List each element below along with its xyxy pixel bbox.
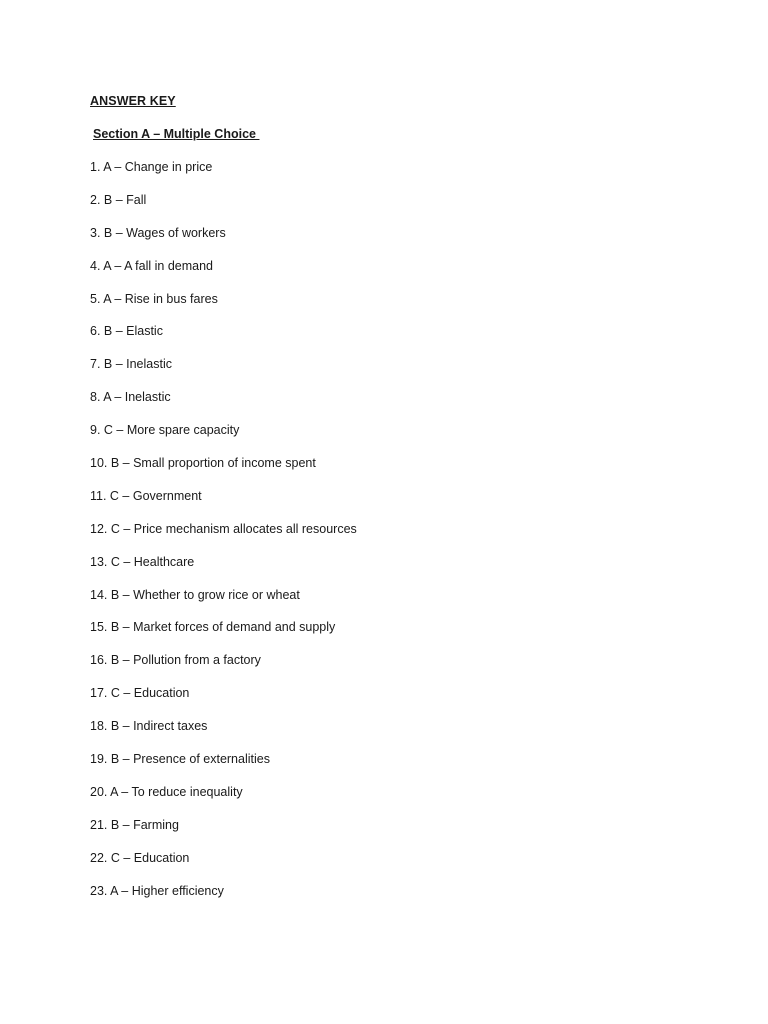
answer-item-10: 10. B – Small proportion of income spent — [90, 456, 316, 471]
document-title: ANSWER KEY — [90, 94, 176, 108]
answer-item-20: 20. A – To reduce inequality — [90, 784, 243, 799]
answer-item-23: 23. A – Higher efficiency — [90, 883, 224, 898]
answer-item-8: 8. A – Inelastic — [90, 390, 171, 405]
answer-item-14: 14. B – Whether to grow rice or wheat — [90, 587, 300, 602]
answer-list — [90, 159, 357, 915]
answer-item-11: 11. C – Government — [90, 488, 202, 503]
answer-item-22: 22. C – Education — [90, 850, 190, 865]
answer-item-15: 15. B – Market forces of demand and supply — [90, 620, 336, 635]
answer-item-12: 12. C – Price mechanism allocates all resources — [90, 521, 357, 536]
answer-item-4: 4. A – A fall in demand — [90, 258, 214, 273]
answer-item-6: 6. B – Elastic — [90, 324, 163, 339]
answer-item-19: 19. B – Presence of externalities — [90, 752, 270, 767]
answer-item-9: 9. C – More spare capacity — [90, 423, 240, 438]
answer-item-17: 17. C – Education — [90, 686, 190, 701]
answer-item-2: 2. B – Fall — [90, 192, 147, 207]
answer-item-5: 5. A – Rise in bus fares — [90, 291, 218, 306]
answer-item-7: 7. B – Inelastic — [90, 357, 172, 372]
answer-item-18: 18. B – Indirect taxes — [90, 719, 208, 734]
answer-item-16: 16. B – Pollution from a factory — [90, 653, 261, 668]
answer-item-21: 21. B – Farming — [90, 817, 179, 832]
answer-item-1: 1. A – Change in price — [90, 160, 213, 174]
answer-item-3: 3. B – Wages of workers — [90, 225, 226, 240]
answer-item-13: 13. C – Healthcare — [90, 554, 195, 569]
section-heading: Section A – Multiple Choice — [93, 127, 260, 141]
